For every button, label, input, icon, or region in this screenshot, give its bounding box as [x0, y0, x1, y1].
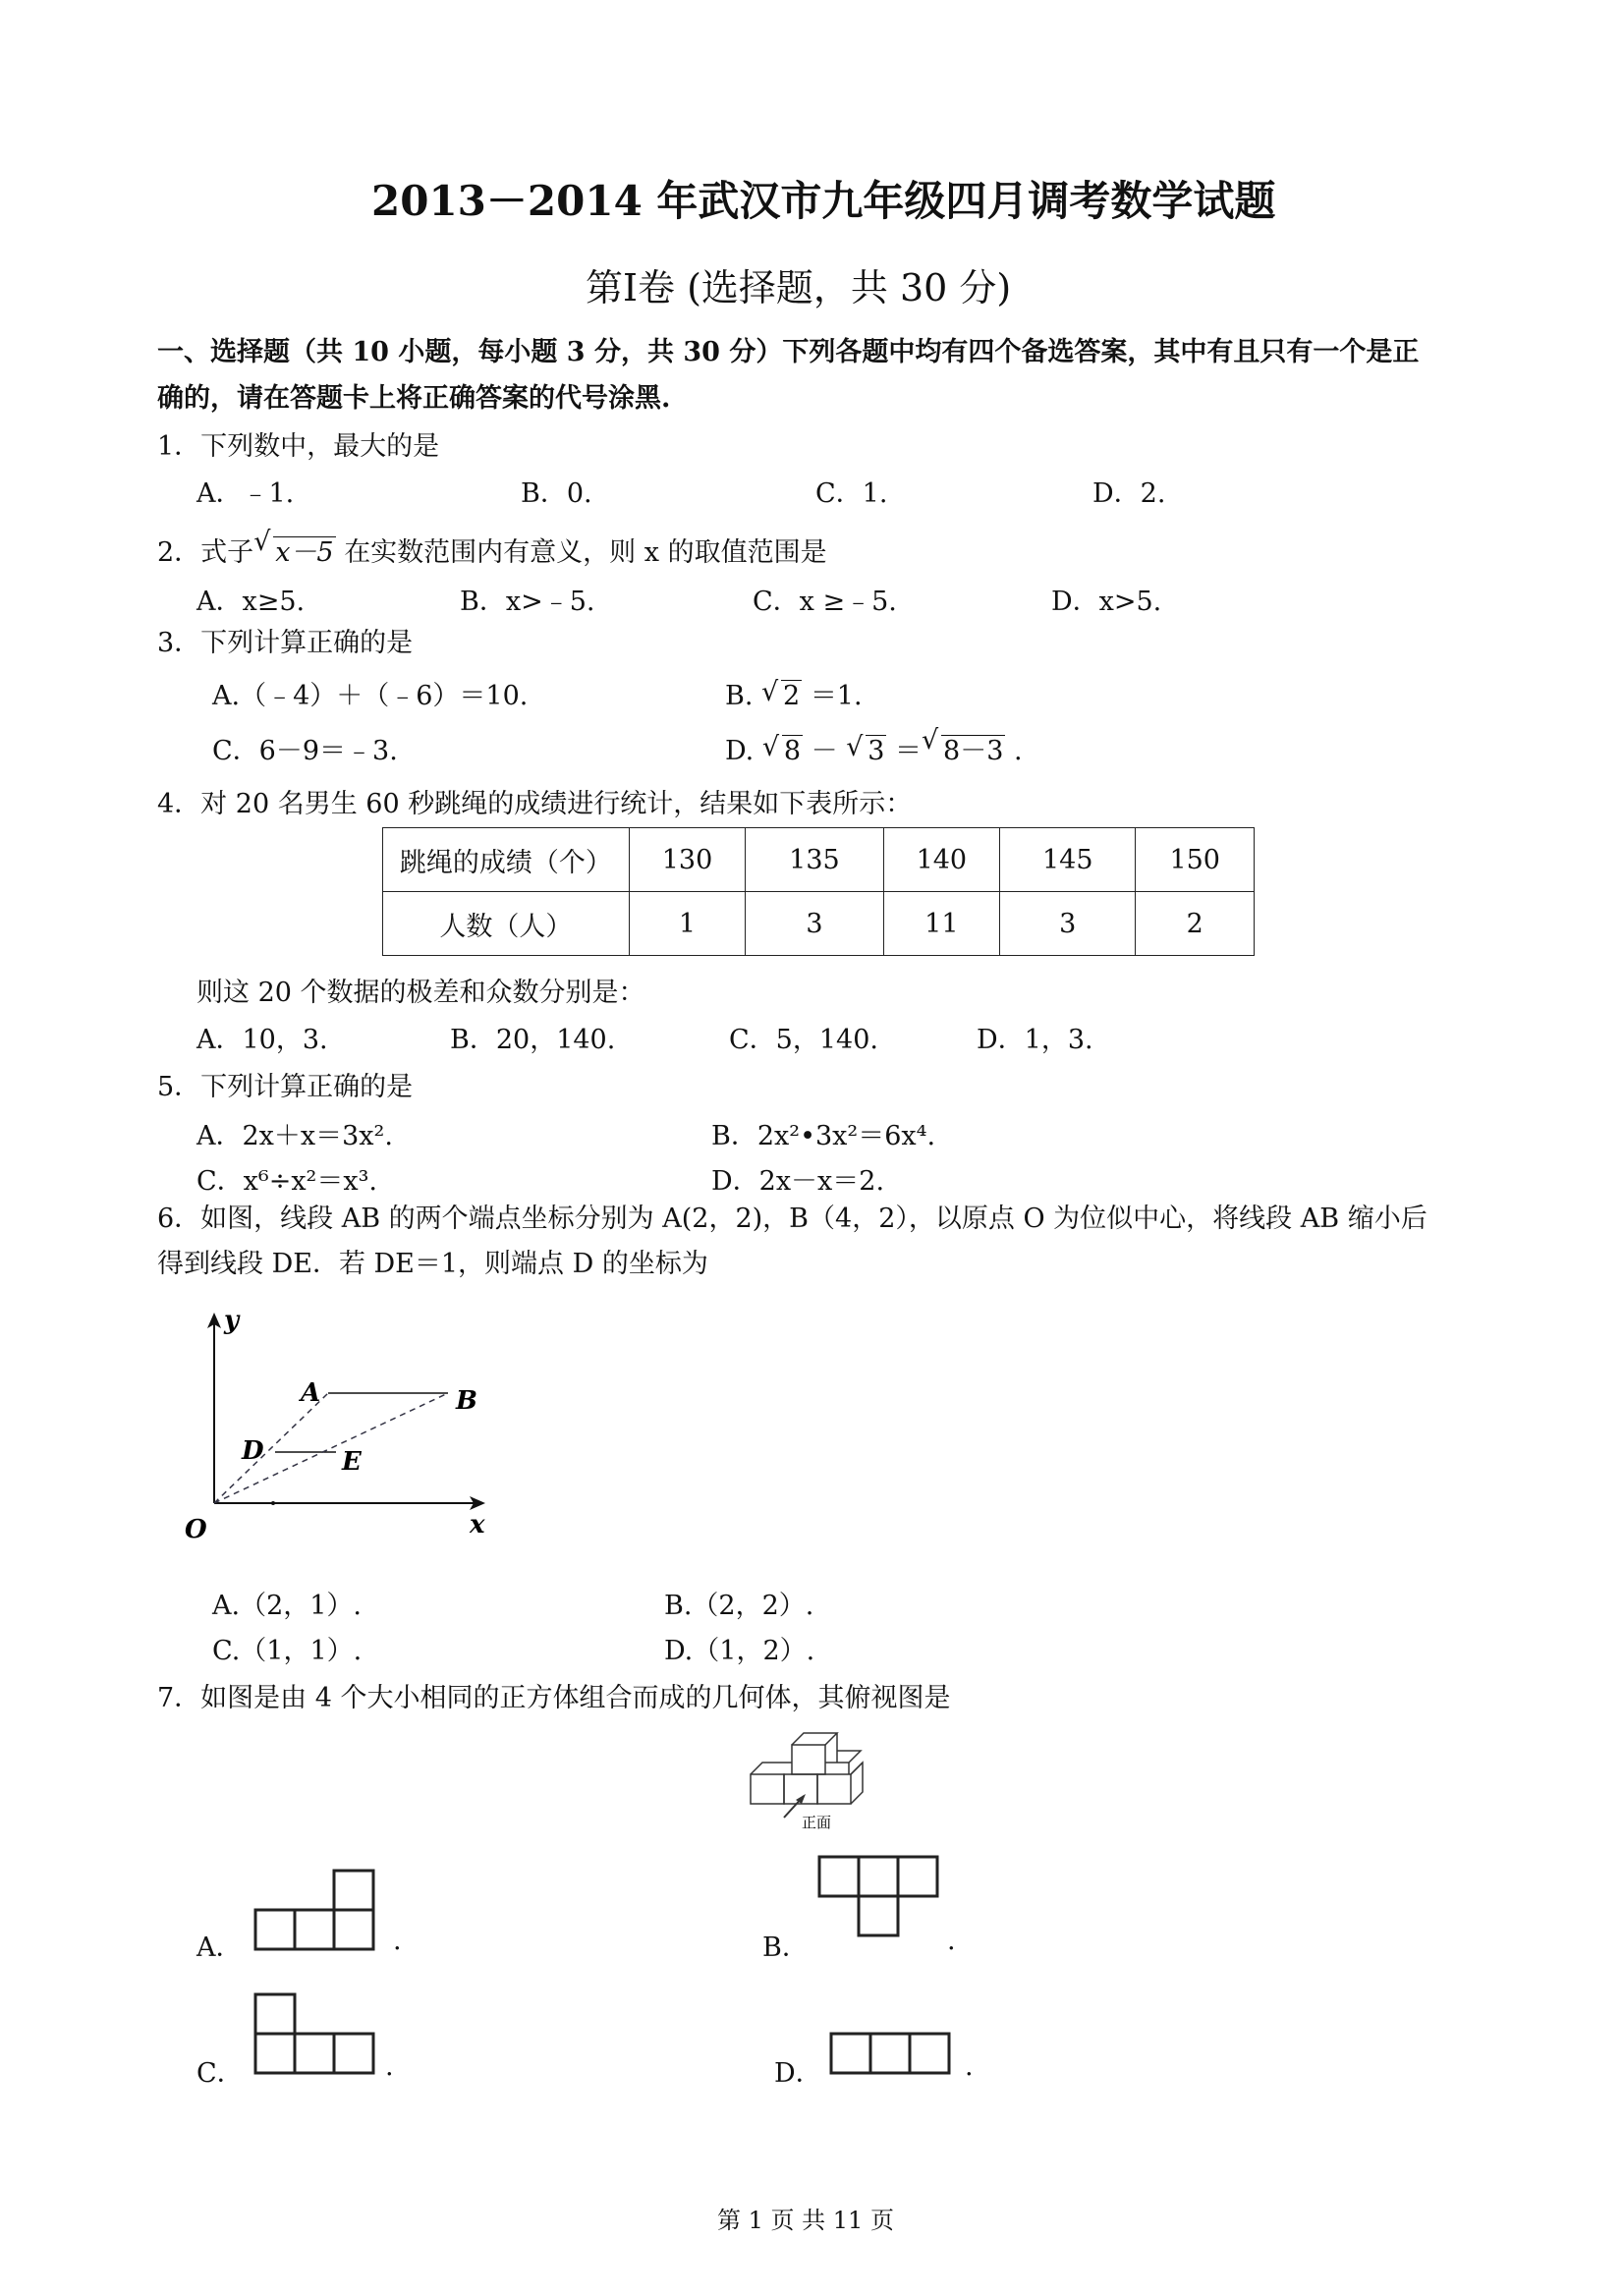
table-cell: 3 — [1000, 892, 1136, 956]
table-header-cell: 跳绳的成绩（个） — [383, 828, 630, 892]
q1-stem: 1．下列数中，最大的是 — [157, 431, 440, 462]
q5-stem: 5．下列计算正确的是 — [157, 1072, 414, 1102]
table-cell: 130 — [629, 828, 746, 892]
q3-option-a: A.（﹣4）＋（﹣6）＝10. — [212, 681, 529, 711]
q7-option-b-figure — [815, 1851, 945, 1941]
page-number-footer: 第 1 页 共 11 页 — [717, 2207, 894, 2234]
q6-option-a: A.（2，1）. — [212, 1591, 363, 1621]
q6-option-d: D.（1，2）. — [664, 1636, 815, 1666]
table-row — [383, 828, 1255, 892]
q4-score-table — [382, 827, 1255, 956]
table-cell: 150 — [1136, 828, 1255, 892]
q1-option-b: B．0. — [521, 478, 592, 509]
q7-option-c-figure — [252, 1988, 381, 2079]
point-a-label: A — [301, 1378, 321, 1408]
point-b-label: B — [456, 1386, 477, 1416]
section-instructions-line1: 一、选择题（共 10 小题，每小题 3 分，共 30 分）下列各题中均有四个备选答案，其中有且只有一个是正 — [157, 337, 1420, 367]
q7-option-a-dot: . — [393, 1926, 402, 1956]
q4-option-d: D．1，3. — [977, 1025, 1093, 1055]
x-axis-label: x — [470, 1510, 485, 1540]
q7-option-b-label: B． — [762, 1932, 809, 1963]
front-view-label: 正面 — [802, 1814, 832, 1831]
table-cell: 1 — [629, 892, 746, 956]
q2-option-a: A．x≥5. — [196, 587, 306, 617]
q7-option-a-label: A． — [196, 1932, 243, 1963]
q5-option-c: C．x⁶÷x²＝x³. — [196, 1166, 378, 1197]
q7-option-d-dot: . — [965, 2051, 974, 2082]
point-d-label: D — [242, 1436, 264, 1466]
point-e-label: E — [342, 1447, 362, 1477]
table-cell: 140 — [883, 828, 1000, 892]
q3-option-b: B. √ 2 ＝1. — [725, 677, 863, 711]
section-instructions-line2: 确的，请在答题卡上将正确答案的代号涂黑. — [157, 383, 671, 414]
q7-option-a-figure — [252, 1865, 381, 1955]
q6-option-b: B.（2，2）. — [664, 1591, 814, 1621]
q7-option-d-figure — [827, 2028, 957, 2079]
q4-stem: 4．对 20 名男生 60 秒跳绳的成绩进行统计，结果如下表所示： — [157, 789, 913, 819]
origin-label: O — [185, 1515, 207, 1544]
q7-cube-solid-figure — [747, 1727, 894, 1835]
table-cell: 145 — [1000, 828, 1136, 892]
q7-option-d-label: D． — [774, 2058, 822, 2089]
q7-option-c-dot: . — [385, 2051, 394, 2082]
q2-stem: 2．式子 √ x－5 在实数范围内有意义，则 x 的取值范围是 — [157, 527, 827, 568]
q2-option-c: C．x ≥﹣5. — [753, 587, 897, 617]
q5-option-b: B．2x²•3x²＝6x⁴. — [711, 1121, 936, 1151]
q6-stem-line1: 6．如图，线段 AB 的两个端点坐标分别为 A(2，2)，B（4，2），以原点 O 为位似中心，将线段 AB 缩小后 — [157, 1204, 1427, 1234]
q4-option-a: A．10，3. — [196, 1025, 328, 1055]
q7-option-b-dot: . — [947, 1926, 956, 1956]
q3-option-d: D. √ 8 － √ 3 ＝ √ 8－3 . — [725, 725, 1023, 766]
page-title: 2013－2014 年武汉市九年级四月调考数学试题 — [371, 177, 1276, 225]
q5-option-a: A．2x＋x＝3x². — [196, 1121, 393, 1151]
q7-option-c-label: C． — [196, 2058, 244, 2089]
q2-option-d: D．x>5. — [1051, 587, 1162, 617]
q7-stem: 7．如图是由 4 个大小相同的正方体组合而成的几何体，其俯视图是 — [157, 1683, 951, 1713]
table-cell: 2 — [1136, 892, 1255, 956]
table-cell: 11 — [883, 892, 1000, 956]
table-cell: 3 — [746, 892, 883, 956]
table-cell: 135 — [746, 828, 883, 892]
table-header-cell: 人数（人） — [383, 892, 630, 956]
q4-option-c: C．5，140. — [729, 1025, 878, 1055]
q6-stem-line2: 得到线段 DE．若 DE＝1，则端点 D 的坐标为 — [157, 1249, 708, 1279]
y-axis-label: y — [224, 1307, 240, 1335]
table-row — [383, 892, 1255, 956]
q3-stem: 3．下列计算正确的是 — [157, 628, 414, 658]
q5-option-d: D．2x－x＝2. — [711, 1166, 885, 1197]
q4-option-b: B．20，140. — [450, 1025, 616, 1055]
q4-follow-text: 则这 20 个数据的极差和众数分别是： — [196, 978, 645, 1008]
q1-option-a: A．﹣1. — [196, 478, 295, 509]
section-subtitle: 第Ⅰ卷 (选择题，共 30 分) — [586, 266, 1012, 309]
q1-option-c: C．1. — [815, 478, 888, 509]
q6-coordinate-figure — [157, 1307, 511, 1552]
q6-option-c: C.（1，1）. — [212, 1636, 363, 1666]
q2-option-b: B．x>﹣5. — [460, 587, 595, 617]
q2-radical: √ x－5 — [253, 527, 334, 568]
q1-option-d: D．2. — [1092, 478, 1166, 509]
q3-option-c: C．6－9＝﹣3. — [212, 736, 398, 766]
